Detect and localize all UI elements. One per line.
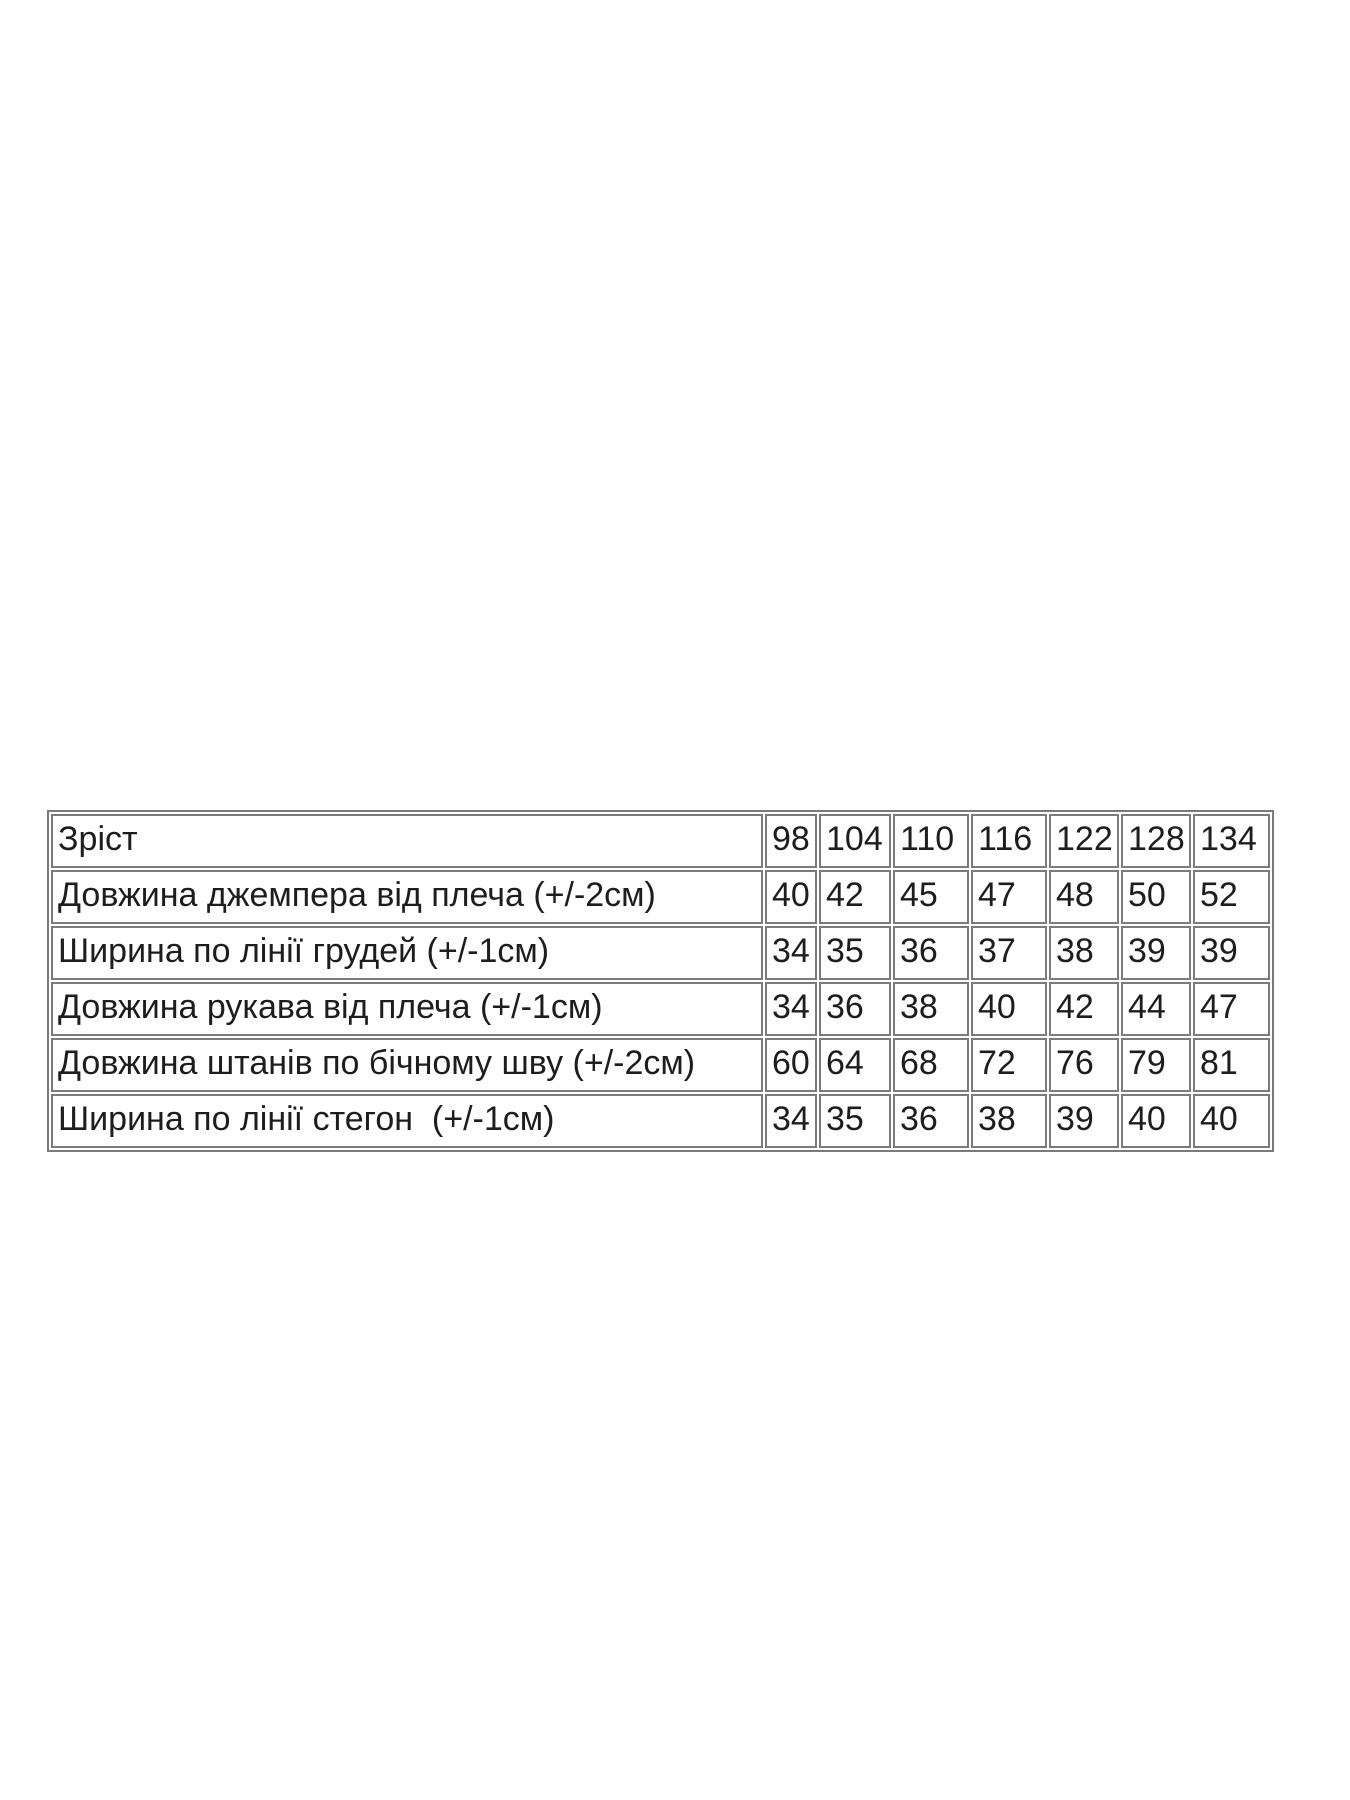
value-cell: 40 — [765, 870, 817, 924]
value-cell: 42 — [819, 870, 891, 924]
value-cell: 34 — [765, 982, 817, 1036]
value-cell: 50 — [1121, 870, 1191, 924]
value-cell: 36 — [819, 982, 891, 1036]
value-cell: 34 — [765, 926, 817, 980]
value-cell: 68 — [893, 1038, 969, 1092]
value-cell: 35 — [819, 1094, 891, 1148]
size-header-cell: 128 — [1121, 814, 1191, 868]
value-cell: 52 — [1193, 870, 1270, 924]
value-cell: 40 — [971, 982, 1047, 1036]
size-chart-table — [47, 810, 1274, 1152]
value-cell: 38 — [1049, 926, 1119, 980]
table-row-hip-width — [51, 1094, 1270, 1148]
row-label: Довжина штанів по бічному шву (+/-2см) — [51, 1038, 763, 1092]
size-header-cell: 104 — [819, 814, 891, 868]
value-cell: 47 — [1193, 982, 1270, 1036]
value-cell: 35 — [819, 926, 891, 980]
table-row-sleeve-length — [51, 982, 1270, 1036]
size-header-cell: 122 — [1049, 814, 1119, 868]
value-cell: 47 — [971, 870, 1047, 924]
value-cell: 72 — [971, 1038, 1047, 1092]
header-label: Зріст — [51, 814, 763, 868]
value-cell: 38 — [971, 1094, 1047, 1148]
table-row-chest-width — [51, 926, 1270, 980]
table-row-jumper-length — [51, 870, 1270, 924]
value-cell: 40 — [1193, 1094, 1270, 1148]
value-cell: 76 — [1049, 1038, 1119, 1092]
value-cell: 64 — [819, 1038, 891, 1092]
value-cell: 81 — [1193, 1038, 1270, 1092]
row-label: Довжина джемпера від плеча (+/-2см) — [51, 870, 763, 924]
size-header-cell: 98 — [765, 814, 817, 868]
value-cell: 36 — [893, 926, 969, 980]
row-label: Ширина по лінії грудей (+/-1см) — [51, 926, 763, 980]
value-cell: 60 — [765, 1038, 817, 1092]
size-header-cell: 110 — [893, 814, 969, 868]
value-cell: 37 — [971, 926, 1047, 980]
value-cell: 39 — [1121, 926, 1191, 980]
table-row-pants-length — [51, 1038, 1270, 1092]
value-cell: 40 — [1121, 1094, 1191, 1148]
size-header-cell: 116 — [971, 814, 1047, 868]
value-cell: 38 — [893, 982, 969, 1036]
value-cell: 34 — [765, 1094, 817, 1148]
value-cell: 79 — [1121, 1038, 1191, 1092]
value-cell: 39 — [1193, 926, 1270, 980]
value-cell: 36 — [893, 1094, 969, 1148]
value-cell: 42 — [1049, 982, 1119, 1036]
value-cell: 44 — [1121, 982, 1191, 1036]
size-header-cell: 134 — [1193, 814, 1270, 868]
value-cell: 48 — [1049, 870, 1119, 924]
row-label: Довжина рукава від плеча (+/-1см) — [51, 982, 763, 1036]
row-label: Ширина по лінії стегон (+/-1см) — [51, 1094, 763, 1148]
value-cell: 39 — [1049, 1094, 1119, 1148]
table-row-header — [51, 814, 1270, 868]
value-cell: 45 — [893, 870, 969, 924]
